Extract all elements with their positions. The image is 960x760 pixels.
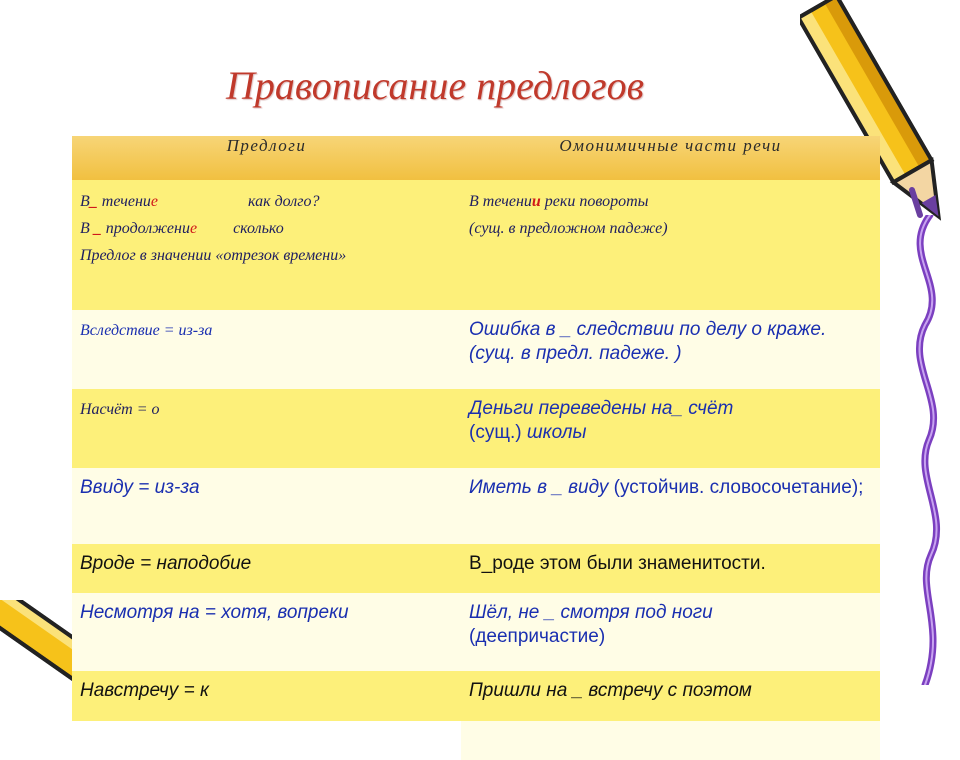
prepositions-table: [72, 136, 880, 760]
table-row: [72, 389, 880, 468]
table-cell: Деньги переведены на_ счёт (сущ.) школы: [461, 389, 880, 468]
table-row: [72, 310, 880, 389]
example-line: Предлог в значении «отрезок времени»: [80, 247, 347, 264]
table-header-row: [72, 136, 880, 180]
table-cell: [72, 180, 461, 310]
table-cell: [72, 721, 461, 760]
table-cell: Ввиду = из-за: [72, 468, 461, 544]
table-cell: Навстречу = к: [72, 671, 461, 721]
table-cell: Иметь в _ виду (устойчив. словосочетание);: [461, 468, 880, 544]
example-line: В течении реки повороты: [469, 193, 649, 210]
table-cell: Пришли на _ встречу с поэтом: [461, 671, 880, 721]
table-cell: В_роде этом были знаменитости.: [461, 544, 880, 593]
table-row: [72, 671, 880, 721]
table-cell: Вследствие = из-за: [72, 310, 461, 389]
example-line: В _ продолжение сколько: [80, 220, 284, 237]
table-row: [72, 593, 880, 671]
example-line: В_ течение как долго?: [80, 193, 320, 210]
table-cell: [461, 180, 880, 310]
page-title: Правописание предлогов: [226, 63, 644, 108]
table-cell: Вроде = наподобие: [72, 544, 461, 593]
table-row: [72, 544, 880, 593]
table-cell: Несмотря на = хотя, вопреки: [72, 593, 461, 671]
column-header-homonyms: Омонимичные части речи: [461, 136, 880, 180]
table-cell: Шёл, не _ смотря под ноги (деепричастие): [461, 593, 880, 671]
example-line: (сущ. в предложном падеже): [469, 220, 668, 237]
squiggle-decoration-icon: [895, 215, 960, 685]
table-row: [72, 468, 880, 544]
column-header-prepositions: Предлоги: [72, 136, 461, 180]
table-cell: [461, 721, 880, 760]
table-cell: Ошибка в _ следствии по делу о краже. (сущ. в предл. падеже. ): [461, 310, 880, 389]
table-cell: Насчёт = о: [72, 389, 461, 468]
table-row: [72, 180, 880, 310]
table-row: [72, 721, 880, 760]
